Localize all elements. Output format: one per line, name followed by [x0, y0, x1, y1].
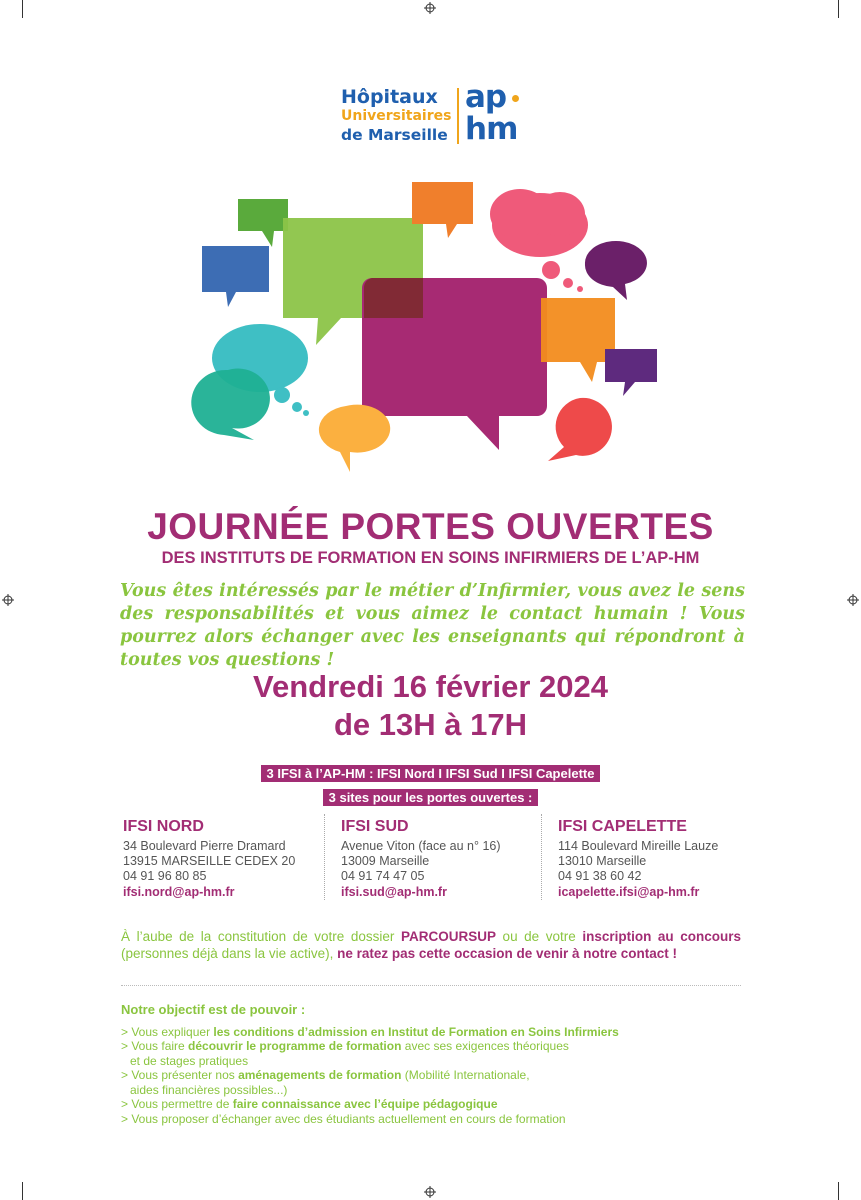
registration-mark-icon: [2, 594, 14, 606]
objective-item-continued: aides financières possibles...): [130, 1082, 288, 1097]
crop-mark: [22, 0, 23, 18]
sites-banner-text: 3 sites pour les portes ouvertes :: [323, 789, 539, 806]
site-name: IFSI SUD: [341, 818, 409, 835]
site-address: 114 Boulevard Mireille Lauze: [558, 839, 719, 853]
logo-hm: hm: [465, 111, 518, 147]
section-divider: [121, 985, 741, 986]
registration-mark-icon: [424, 2, 436, 14]
ifsi-list-text: 3 IFSI à l’AP-HM : IFSI Nord I IFSI Sud I IFSI Capelette: [261, 765, 601, 782]
para-text: À l’aube de la constitution de votre dossier: [121, 929, 401, 944]
speech-bubble-green-small: [238, 199, 288, 247]
event-date-block: [0, 668, 861, 744]
event-date: Vendredi 16 février 2024: [252, 669, 608, 704]
speech-bubble-teal-dark: [191, 369, 270, 440]
logo-divider: [457, 88, 459, 144]
site-city: 13915 MARSEILLE CEDEX 20: [123, 854, 296, 868]
speech-bubble-red: [548, 398, 612, 461]
crop-mark: [838, 1182, 839, 1200]
bubble-overlap: [364, 278, 423, 318]
para-text: ou de votre: [495, 929, 583, 944]
speech-bubble-yellow: [319, 405, 390, 472]
site-email-link[interactable]: ifsi.nord@ap-hm.fr: [123, 885, 235, 899]
site-name: IFSI NORD: [123, 818, 204, 835]
parcoursup-paragraph: [121, 928, 741, 962]
site-ifsi-nord: [123, 818, 295, 900]
objective-item-continued: et de stages pratiques: [130, 1053, 249, 1068]
ifsi-list-banner: [0, 763, 861, 782]
para-call-to-action: ne ratez pas cette occasion de venir à notre contact !: [337, 946, 677, 961]
objective-item: > Vous présenter nos aménagements de formation (Mobilité Internationale,: [121, 1068, 530, 1082]
intro-text: Vous êtes intéressés par le métier d’Infirmier, vous avez le sens des responsabilités et vous aimez le contact humain ! Vous pourrez alors échanger avec les enseignants qui répondront à toutes vos questions !: [120, 581, 745, 670]
registration-mark-icon: [424, 1186, 436, 1198]
logo-line-marseille: de Marseille: [341, 126, 448, 144]
aphm-logo: [341, 79, 531, 148]
column-divider: [324, 814, 325, 900]
logo-line-hopitaux: Hôpitaux: [341, 86, 438, 108]
thought-cloud-pink: [490, 189, 588, 292]
objective-item: > Vous permettre de faire connaissance avec l’équipe pédagogique: [121, 1097, 498, 1111]
site-address: 34 Boulevard Pierre Dramard: [123, 839, 286, 853]
speech-bubble-purple: [585, 241, 647, 300]
speech-bubble-purple-small: [605, 349, 657, 396]
page-title: JOURNÉE PORTES OUVERTES: [147, 506, 714, 547]
objectives-heading: Notre objectif est de pouvoir :: [121, 1002, 306, 1017]
crop-mark: [22, 1182, 23, 1200]
objective-item: > Vous expliquer les conditions d’admission en Institut de Formation en Soins Infirmiers: [121, 1024, 619, 1039]
event-time: de 13H à 17H: [334, 707, 527, 742]
page-subtitle: DES INSTITUTS DE FORMATION EN SOINS INFIRMIERS DE L’AP-HM: [161, 549, 700, 567]
registration-mark-icon: [847, 594, 859, 606]
site-city: 13010 Marseille: [558, 854, 647, 868]
para-concours: inscription au concours: [582, 929, 741, 944]
site-ifsi-sud: [341, 818, 501, 900]
site-phone: 04 91 96 80 85: [123, 869, 207, 883]
para-parcoursup: PARCOURSUP: [400, 929, 496, 944]
site-address: Avenue Viton (face au n° 16): [341, 839, 501, 853]
site-ifsi-capelette: [558, 818, 718, 900]
logo-ap: ap: [465, 79, 507, 115]
site-phone: 04 91 74 47 05: [341, 869, 425, 883]
sites-banner: [0, 787, 861, 806]
objective-item: > Vous proposer d’échanger avec des étudiants actuellement en cours de formation: [121, 1111, 566, 1126]
para-text: (personnes déjà dans la vie active),: [121, 946, 338, 961]
logo-line-universitaires: Universitaires: [341, 108, 452, 124]
site-phone: 04 91 38 60 42: [558, 869, 642, 883]
objectives-section: [121, 1003, 741, 1126]
speech-bubble-orange-right: [541, 298, 615, 382]
site-email-link[interactable]: icapelette.ifsi@ap-hm.fr: [558, 885, 700, 899]
site-name: IFSI CAPELETTE: [558, 818, 687, 835]
crop-mark: [838, 0, 839, 18]
speech-bubble-blue: [202, 246, 269, 307]
objective-item: > Vous faire découvrir le programme de formation avec ses exigences théoriques: [121, 1039, 569, 1053]
site-email-link[interactable]: ifsi.sud@ap-hm.fr: [341, 885, 447, 899]
logo-dot: [512, 95, 519, 102]
site-city: 13009 Marseille: [341, 854, 430, 868]
speech-bubbles-illustration: [190, 178, 670, 478]
column-divider: [541, 814, 542, 900]
